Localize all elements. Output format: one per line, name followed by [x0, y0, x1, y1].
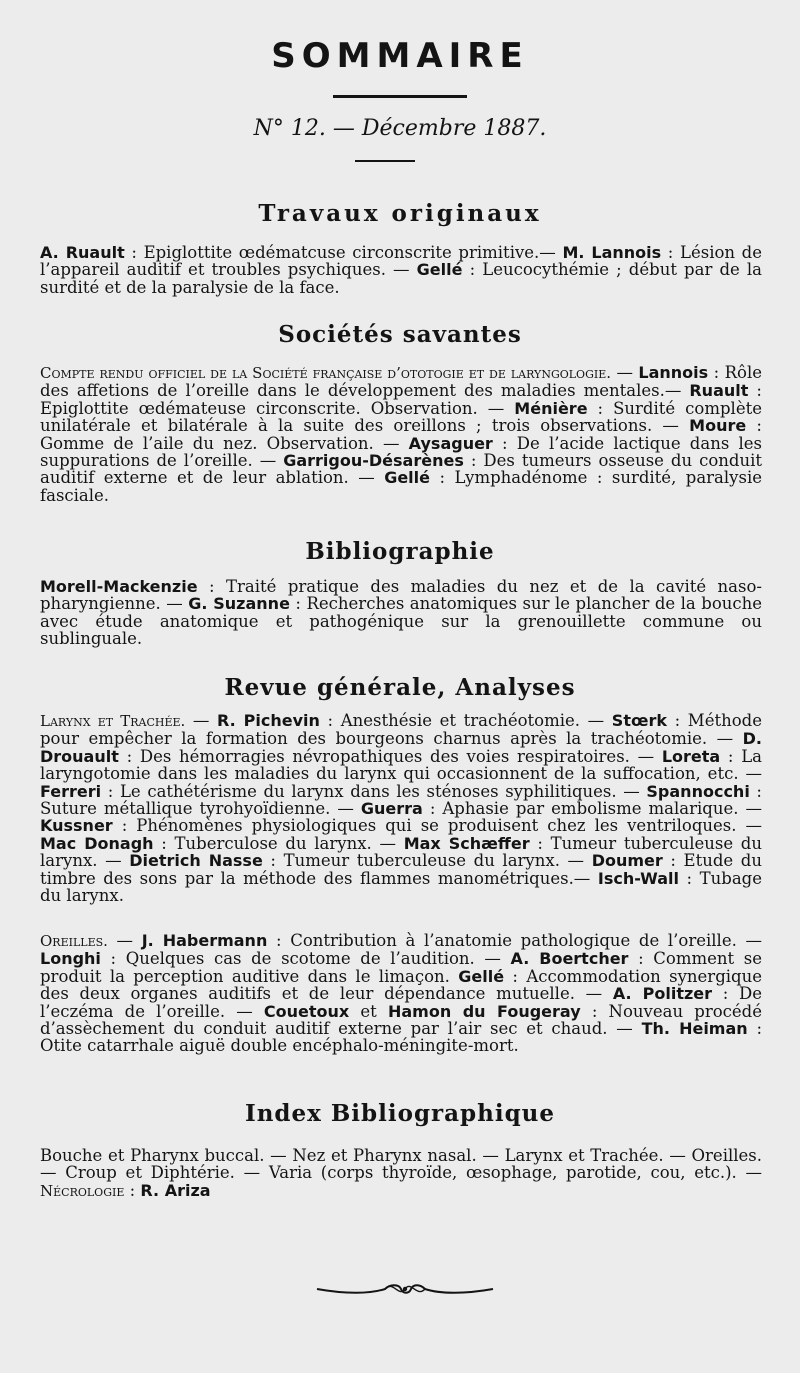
para-societes [40, 364, 762, 504]
author-name: A. Politzer [612, 984, 713, 1004]
entry-text: et [349, 1001, 388, 1021]
entry-text: : Gomme de l’aile du nez. Observation. — [40, 416, 762, 453]
para-oreilles [40, 932, 762, 1055]
entry-text: : Aphasie par embolisme malarique. — [422, 799, 762, 819]
author-name: Spannocchi [646, 781, 750, 801]
author-name: R. Ariza [140, 1180, 211, 1200]
issue-line: N° 12. — Décembre 1887. [253, 116, 547, 141]
author-name: G. Suzanne [188, 594, 290, 614]
entry-text: : Tumeur tuberculeuse du larynx. — [262, 851, 592, 871]
author-name: Mac Donagh [40, 833, 154, 853]
title-rule [333, 95, 467, 98]
entry-text: : Accommodation synergique des deux organes auditifs et de leur dépendance mutuelle. — [40, 966, 762, 1004]
heading-index: Index Bibliographique [244, 1100, 556, 1127]
entry-text: : Rôle des affetions de l’oreille dans le développement des maladies mentales.— [40, 363, 763, 401]
author-name: Dietrich Nasse [129, 851, 263, 871]
author-name: J. Habermann [141, 931, 268, 950]
heading-revue: Revue générale, Analyses [224, 674, 576, 701]
heading-travaux: Travaux originaux [258, 200, 542, 227]
author-name: Doumer [591, 851, 663, 871]
entry-text: : Des hémorragies névropathiques des voies respiratoires. — [118, 746, 662, 766]
author-name: Max Schæffer [403, 833, 530, 853]
entry-text: : Otite catarrhale aiguë double encéphalo-méningite-mort. [40, 1019, 763, 1056]
entry-text: : Etude du timbre des sons par la méthode des flammes manométriques.— [40, 851, 762, 888]
heading-bibliographie: Bibliographie [305, 538, 495, 565]
entry-text: : Tuberculose du larynx. — [153, 833, 404, 853]
author-name: D. Drouault [40, 729, 762, 766]
author-name: Morell-Mackenzie [40, 577, 198, 596]
rubric-label: Larynx et Trachée. [40, 712, 186, 730]
author-name: Longhi [40, 949, 101, 969]
author-name: Ménière [514, 398, 588, 418]
entry-text: : Des tumeurs osseuse du conduit auditif externe et de leur ablation. — [40, 451, 763, 488]
entry-text: : Le cathétérisme du larynx dans les sténoses syphilitiques. — [101, 781, 647, 801]
author-name: Couetoux [263, 1001, 350, 1021]
author-name: Gellé [458, 966, 505, 986]
issue-rule [355, 160, 415, 162]
author-name: Gellé [416, 260, 463, 280]
entry-text: : Recherches anatomiques sur le plancher de la bouche avec étude anatomique et pathogénique sur la grenouillette commune ou sublinguale. [40, 594, 763, 649]
rubric-label: Nécrologie [40, 1181, 125, 1200]
para-larynx [40, 712, 762, 904]
entry-text: : Lésion de l’appareil auditif et troubles psychiques. — [40, 243, 762, 280]
entry-text: : De l’eczéma de l’oreille. — [40, 984, 762, 1021]
entry-text: — [611, 363, 639, 382]
author-name: Moure [689, 416, 747, 436]
entry-text: : La laryngotomie dans les maladies du larynx qui occasionnent de la suffocation, etc. — [40, 746, 763, 784]
entry-text: — [185, 711, 218, 730]
author-name: M. Lannois [562, 243, 662, 262]
rubric-label: Oreilles. [40, 932, 108, 950]
author-name: Hamon du Fougeray [387, 1001, 581, 1021]
ornament-icon [315, 1278, 495, 1300]
author-name: Isch-Wall [597, 868, 679, 888]
author-name: Th. Heiman [641, 1019, 748, 1039]
para-bibliographie [40, 578, 762, 648]
heading-societes: Sociétés savantes [278, 321, 522, 348]
author-name: Guerra [360, 799, 423, 819]
author-name: Kussner [40, 816, 113, 836]
entry-text: : Anesthésie et trachéotomie. — [319, 711, 612, 730]
author-name: Stœrk [611, 711, 668, 730]
entry-text: — [107, 931, 142, 950]
author-name: Aysaguer [408, 433, 493, 453]
entry-text: : Leucocythémie ; début par de la surdité et de la paralysie de la face. [40, 260, 762, 297]
author-name: Lannois [638, 363, 709, 382]
entry-text: : Tubage du larynx. [40, 868, 762, 906]
author-name: Garrigou-Désarènes [283, 451, 464, 471]
entry-text: : Comment se produit la perception auditive dans le limaçon. [40, 949, 762, 986]
entry-text: : De l’acide lactique dans les suppurations de l’oreille. — [40, 433, 762, 471]
entry-text: : Quelques cas de scotome de l’audition. — [100, 949, 511, 969]
entry-text: : Tumeur tuberculeuse du larynx. — [40, 833, 762, 871]
entry-text: : Surdité complète unilatérale et bilatérale à la suite des oreillons ; trois observations. — [40, 398, 762, 436]
entry-text: : Nouveau procédé d’assèchement du conduit auditif externe par l’air sec et chaud. — [40, 1001, 762, 1039]
entry-text: : Epiglottite œdémateuse circonscrite. Observation. — [40, 381, 762, 418]
entry-text: : Contribution à l’anatomie pathologique de l’oreille. — [267, 931, 762, 950]
entry-text: Bouche et Pharynx buccal. — Nez et Pharynx nasal. — Larynx et Trachée. — Oreilles.— Croup et Diphtérie. — Varia (corps thyroïde, œsophage, parotide, cou, etc.). — [40, 1146, 762, 1183]
author-name: A. Boertcher [510, 949, 629, 969]
page-title: SOMMAIRE [271, 36, 529, 76]
entry-text: : Epiglottite œdématcuse circonscrite primitive.— [124, 243, 563, 262]
entry-text: : Suture métallique tyrohyoïdienne. — [40, 781, 762, 819]
para-travaux [40, 244, 762, 296]
entry-text: : Méthode pour empêcher la formation des bourgeons charnus après la trachéotomie. — [40, 711, 762, 749]
author-name: Ruault [689, 381, 749, 401]
author-name: Gellé [384, 468, 430, 488]
rubric-label: Compte rendu officiel de la Société française d’ototogie et de laryngologie. [40, 364, 612, 382]
author-name: Loreta [661, 746, 721, 766]
entry-text: : Lymphadénome : surdité, paralysie fasciale. [40, 468, 762, 505]
entry-text: : Traité pratique des maladies du nez et de la cavité naso-pharyngienne. — [40, 577, 762, 614]
author-name: R. Pichevin [217, 711, 320, 730]
entry-text: : Phénomènes physiologiques qui se produisent chez les ventriloques. — [112, 816, 762, 836]
entry-text: : [124, 1180, 141, 1200]
para-index [40, 1147, 762, 1200]
author-name: A. Ruault [40, 243, 125, 262]
author-name: Ferreri [40, 781, 102, 801]
